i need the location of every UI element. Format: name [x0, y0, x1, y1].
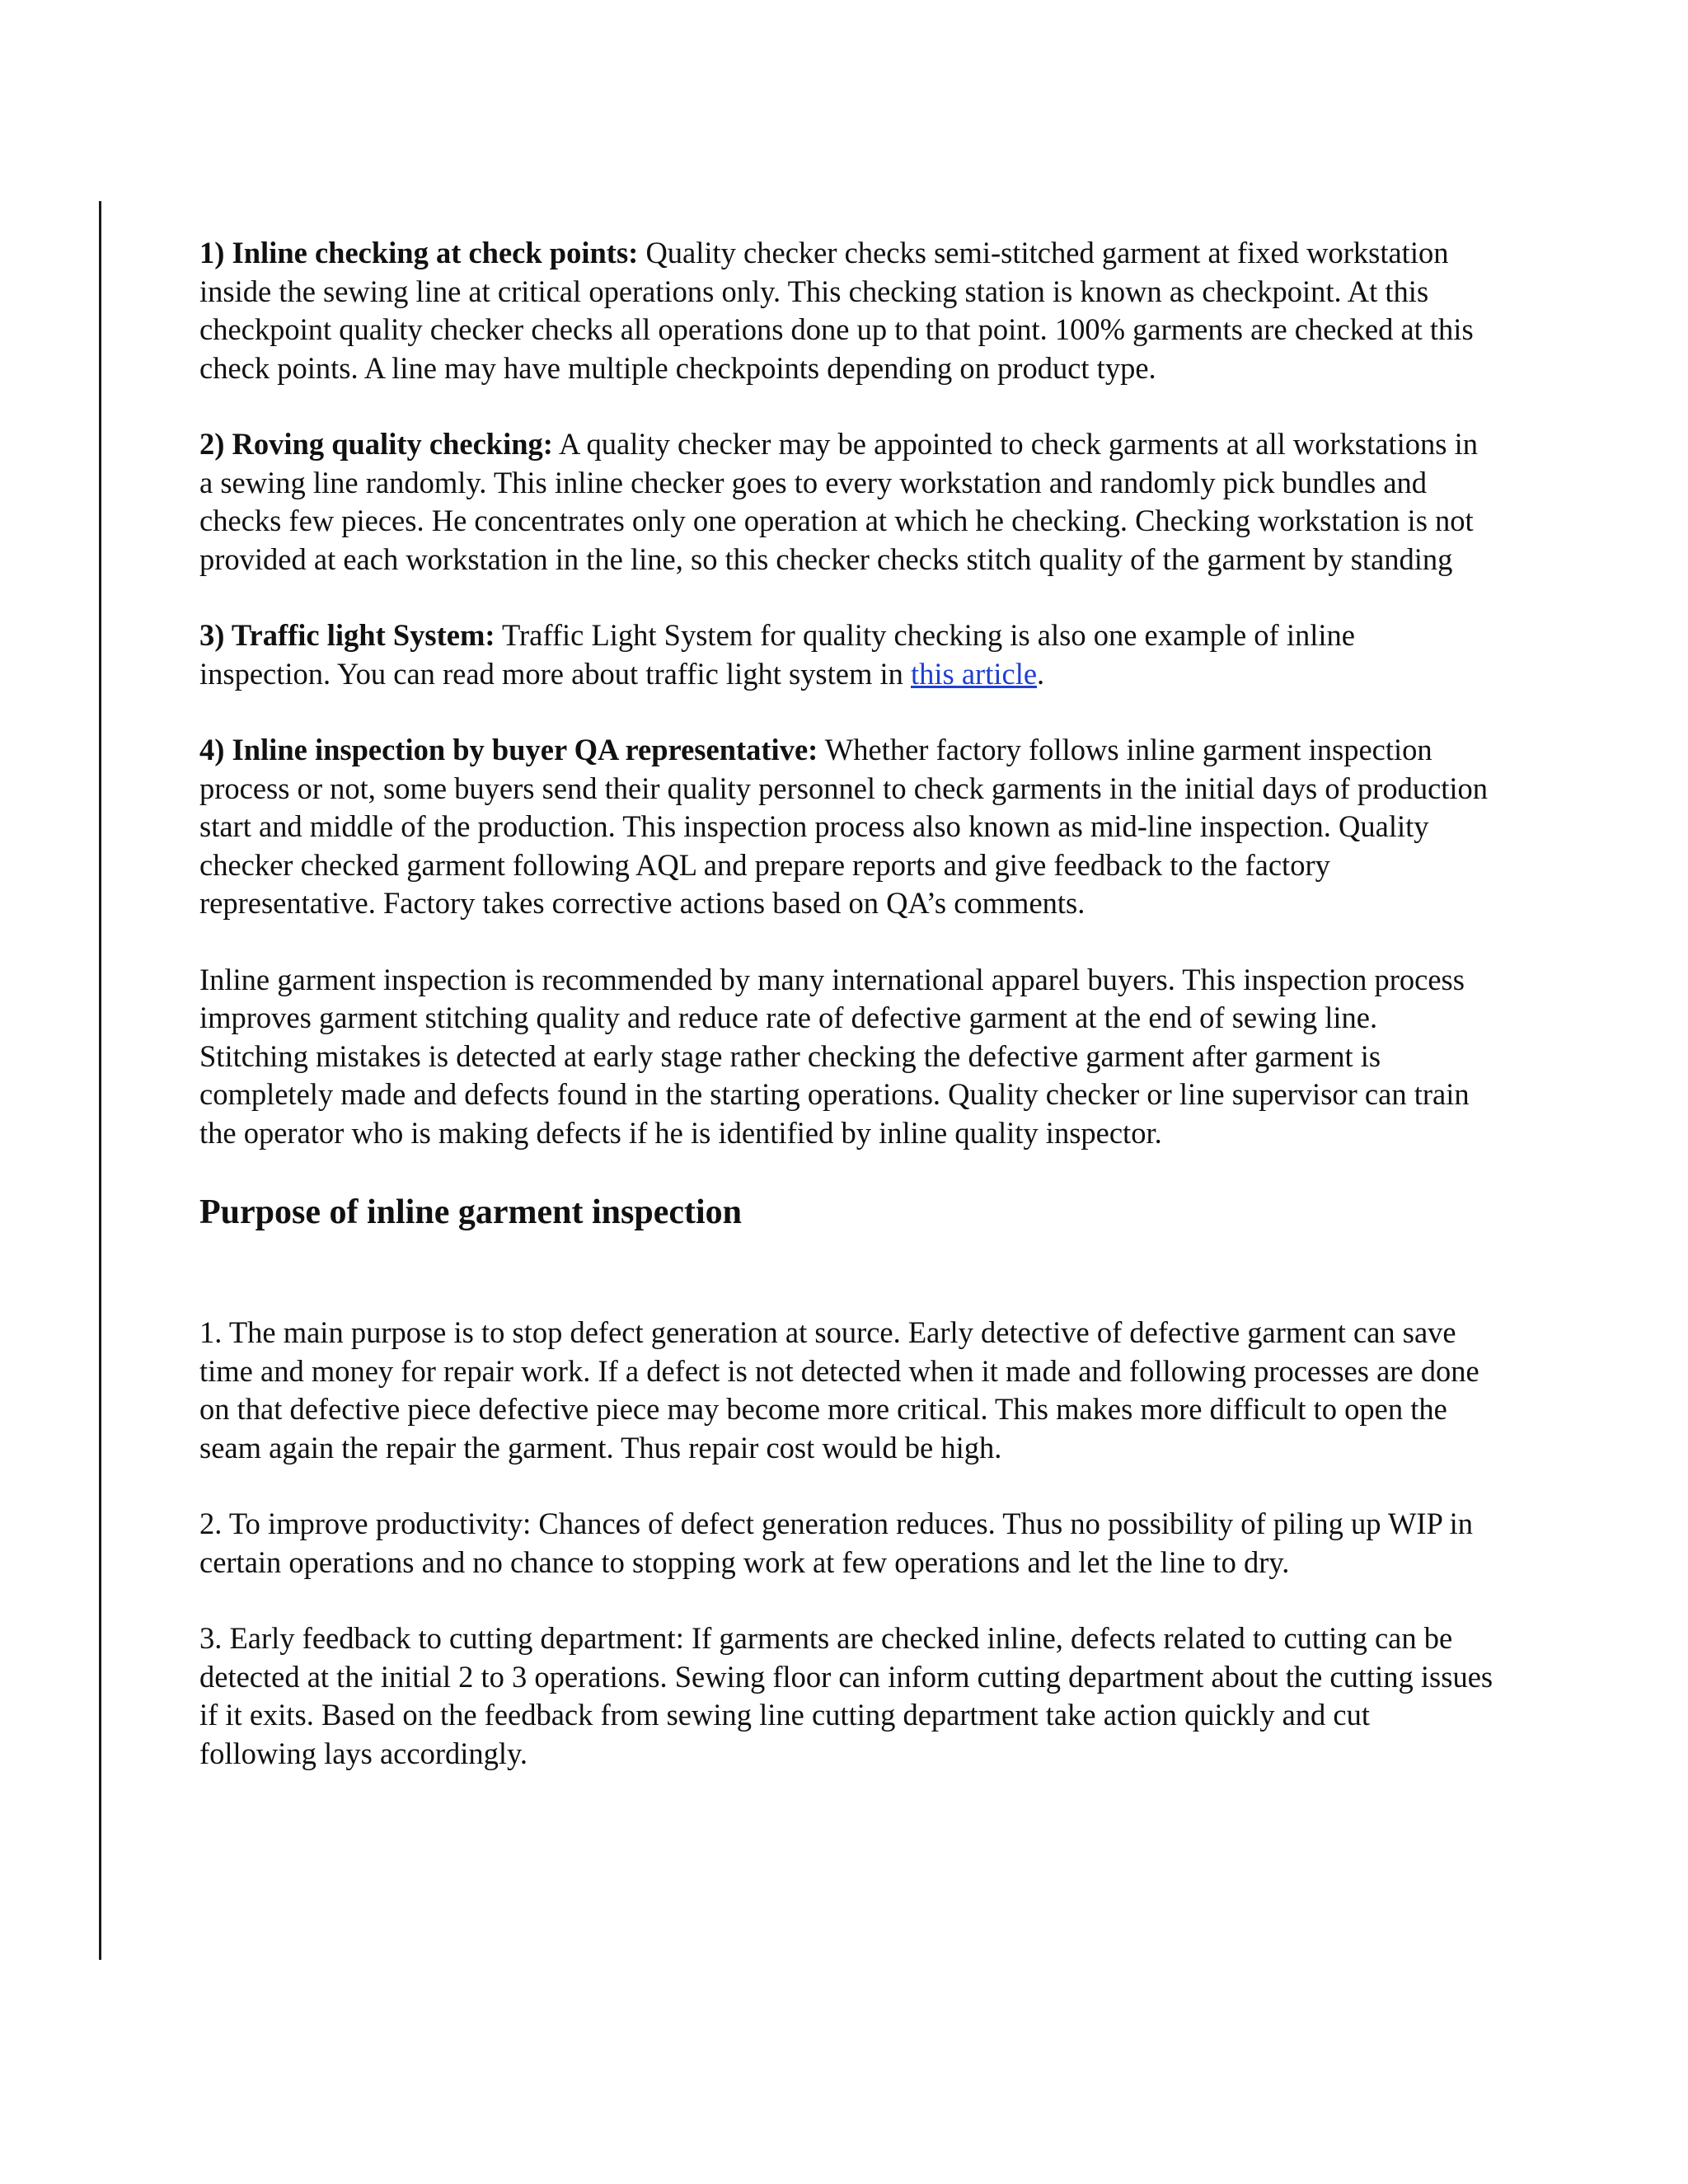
purpose-item-1: 1. The main purpose is to stop defect generation at source. Early detective of defective garment can save time and money for repair work. If a defect is not detected when it made and following processes are done on that defective piece defective piece may become more critical. This makes more difficult to open the seam again the repair the garment. Thus repair cost would be high. [199, 1315, 1479, 1465]
paragraph-heading: 1) Inline checking at check points: [199, 236, 639, 269]
paragraph-text: Quality checker checks semi-stitched garment at fixed workstation inside the sewing line at critical operations only. This checking station is known as checkpoint. At this checkpoint quality checker checks all operations done up to that point. 100% garments are checked at this check points. A line may have multiple checkpoints depending on product type. [199, 236, 1474, 385]
paragraph-summary: Inline garment inspection is recommended by many international apparel buyers. This inspection process improves garment stitching quality and reduce rate of defective garment at the end of sewing line. Stitching mistakes is detected at early stage rather checking the defective garment after garment is completely made and defects found in the starting operations. Quality checker or line supervisor can train the operator who is making defects if he is identified by inline quality inspector. [199, 962, 1470, 1150]
paragraph-text: A quality checker may be appointed to check garments at all workstations in a sewing line randomly. This inline checker goes to every workstation and randomly pick bundles and checks few pieces. He concentrates only one operation at which he checking. Checking workstation is not provided at each workstation in the line, so this checker checks stitch quality of the garment by standing [199, 427, 1478, 576]
purpose-item-3: 3. Early feedback to cutting department: If garments are checked inline, defects related to cutting can be detected at the initial 2 to 3 operations. Sewing floor can inform cutting department about the cutting issues if it exits. Based on the feedback from sewing line cutting department take action quickly and cut following lays accordingly. [199, 1621, 1493, 1770]
paragraph-heading: 3) Traffic light System: [199, 618, 495, 652]
paragraph-buyer-qa [199, 731, 1493, 923]
paragraph-text: Whether factory follows inline garment inspection process or not, some buyers send their quality personnel to check garments in the initial days of production start and middle of the production. This inspection process also known as mid-line inspection. Quality checker checked garment following AQL and prepare reports and give feedback to the factory representative. Factory takes corrective actions based on QA’s comments. [199, 733, 1489, 920]
paragraph-heading: 2) Roving quality checking: [199, 427, 553, 461]
paragraph-text-end: . [1037, 656, 1045, 691]
paragraph-traffic-light [199, 616, 1493, 693]
purpose-item-2: 2. To improve productivity: Chances of defect generation reduces. Thus no possibility of piling up WIP in certain operations and no chance to stopping work at few operations and let the line to dry. [199, 1507, 1474, 1579]
paragraph-heading: 4) Inline inspection by buyer QA representative: [199, 733, 818, 766]
document-body [199, 234, 1493, 1811]
left-margin-rule [99, 201, 101, 1960]
this-article-link[interactable]: this article [911, 656, 1038, 691]
paragraph-roving-checking [199, 425, 1493, 579]
paragraph-text: Traffic Light System for quality checking is also one example of inline inspection. You can read more about traffic light system in [199, 618, 1355, 691]
paragraph-inline-checkpoints [199, 234, 1493, 387]
section-heading: Purpose of inline garment inspection [199, 1193, 742, 1231]
